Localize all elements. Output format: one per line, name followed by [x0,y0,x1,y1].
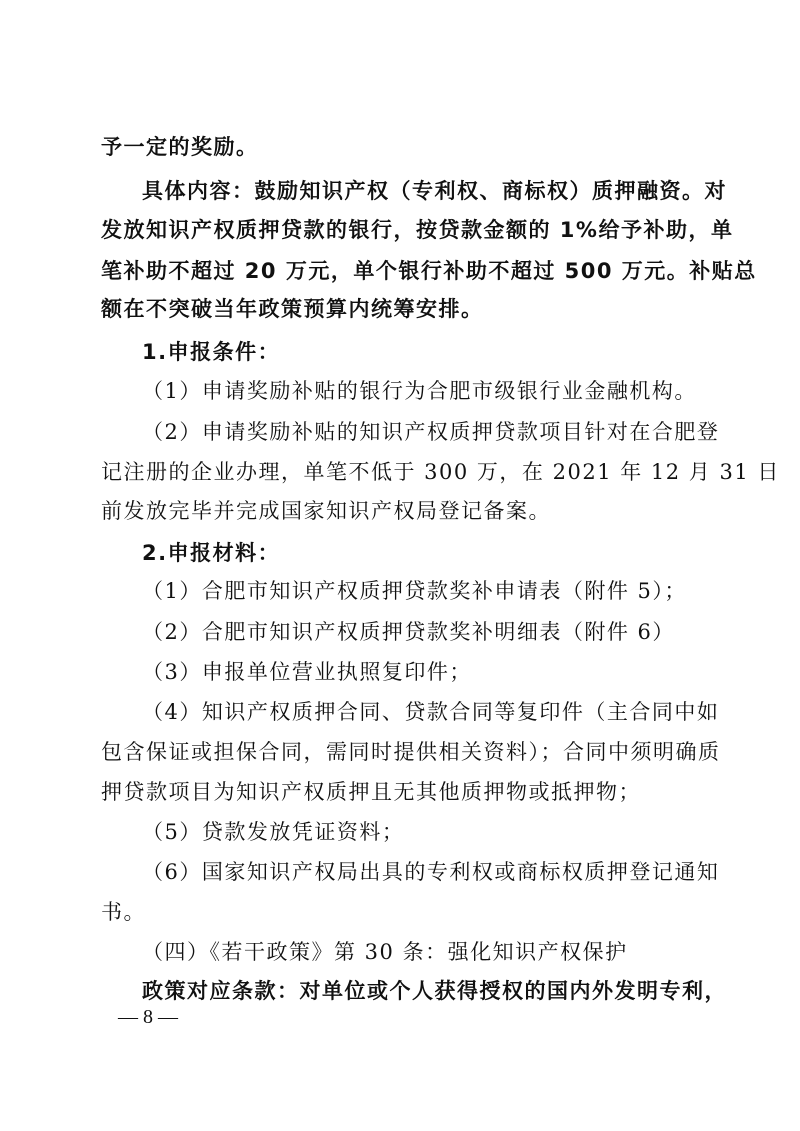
text-line: （1）合肥市知识产权质押贷款奖补申请表（附件 5）； [142,579,687,603]
page-number: — 8 — [118,1006,178,1028]
text-line: 予一定的奖励。 [101,135,259,159]
text-line: 前发放完毕并完成国家知识产权局登记备案。 [101,499,551,523]
text-line: （6）国家知识产权局出具的专利权或商标权质押登记通知 [142,860,720,884]
text-line: （3）申报单位营业执照复印件； [142,660,472,684]
text-line: 包含保证或担保合同，需同时提供相关资料）；合同中须明确质 [101,740,721,764]
text-line: （2）合肥市知识产权质押贷款奖补明细表（附件 6） [142,620,675,644]
text-line: 政策对应条款：对单位或个人获得授权的国内外发明专利， [142,979,727,1003]
text-line: （4）知识产权质押合同、贷款合同等复印件（主合同中如 [142,700,720,724]
text-line: 押贷款项目为知识产权质押且无其他质押物或抵押物； [101,780,641,804]
text-line: （1）申请奖励补贴的银行为合肥市级银行业金融机构。 [142,379,697,403]
section-heading: 2.申报材料： [142,541,281,565]
section-heading: （四）《若干政策》第 30 条：强化知识产权保护 [142,940,628,964]
text-line: 笔补助不超过 20 万元，单个银行补助不超过 500 万元。补贴总 [101,259,757,283]
section-heading: 1.申报条件： [142,340,281,364]
text-line: （5）贷款发放凭证资料； [142,820,405,844]
text-line: 具体内容：鼓励知识产权（专利权、商标权）质押融资。对 [142,179,727,203]
text-line: 发放知识产权质押贷款的银行，按贷款金额的 1%给予补助，单 [101,218,734,242]
text-line: 记注册的企业办理，单笔不低于 300 万，在 2021 年 12 月 31 日 [101,460,780,484]
text-line: 书。 [101,900,146,924]
text-line: 额在不突破当年政策预算内统筹安排。 [101,297,484,321]
text-line: （2）申请奖励补贴的知识产权质押贷款项目针对在合肥登 [142,420,720,444]
